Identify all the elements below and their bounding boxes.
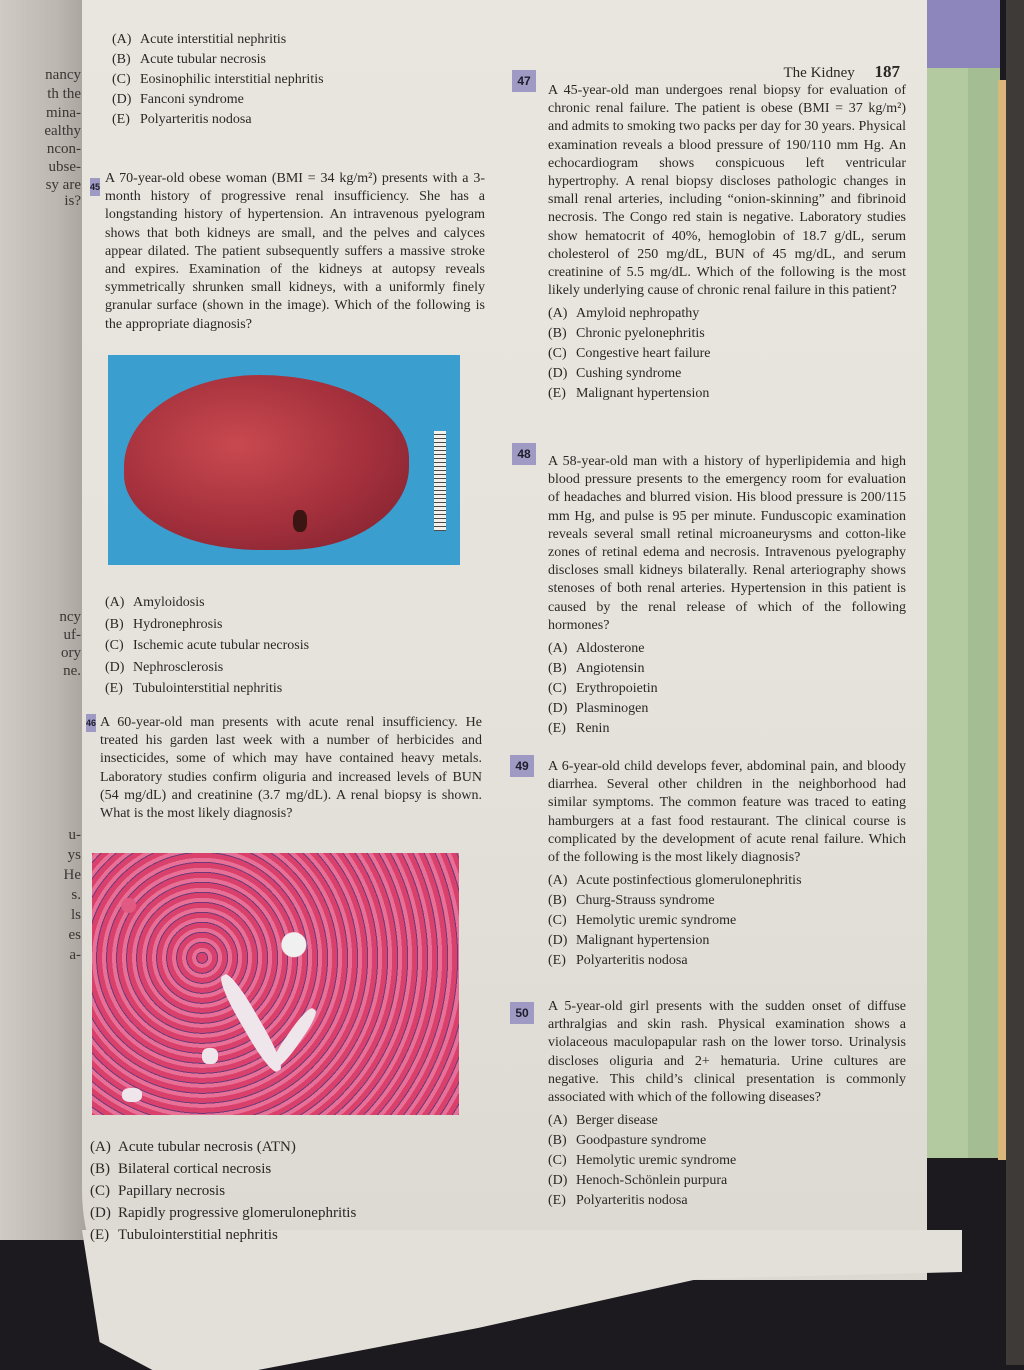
option-d: (D) Nephrosclerosis [105,659,224,675]
chapter-title: The Kidney [783,65,855,81]
question-number-badge: 48 [512,443,536,465]
option-b: (B) Chronic pyelonephritis [548,326,705,342]
option-b: (B) Hydronephrosis [105,616,223,632]
question-50 [548,998,906,1211]
option-c: (C) Eosinophilic interstitial nephritis [112,72,324,87]
left-page-fragment: ory [61,645,81,661]
option-d: (D) Rapidly progressive glomerulonephritis [90,1205,357,1221]
option-a: (A) Aldosterone [548,641,645,657]
option-e: (E) Tubulointerstitial nephritis [105,681,283,696]
left-page-fragment: ys [67,847,81,863]
book-edge-tab-yellow [998,80,1006,1160]
question-number-badge: 50 [510,1002,534,1024]
option-c: (C) Ischemic acute tubular necrosis [105,638,310,653]
running-header [784,62,900,82]
option-b: (B) Acute tubular necrosis [112,52,266,67]
option-e: (E) Polyarteritis nodosa [548,953,688,969]
option-e: (E) Polyarteritis nodosa [112,112,252,127]
tubule-lumen [122,1088,142,1102]
question-stem: A 58-year-old man with a history of hyperlipidemia and high blood pressure presents to the emergency room for evaluation of headaches and blurred vision. His blood pressure is 200/115 mm Hg, and pulse is 95 per minute. Funduscopic examination reveals several small retinal microaneurysms and cotton-like zones of retinal edema and necrosis. Intravenous pyelography discloses small kidneys bilaterally. Renal arteriography shows stenoses of both renal arteries. Hypertension in this patient is caused by the renal release of which of the following hormones? [548,454,906,633]
kidney-specimen [124,375,409,550]
question-44-options [112,26,492,130]
question-stem: A 70-year-old obese woman (BMI = 34 kg/m²) presents with a 3-month history of progressive renal insufficiency. She has a longstanding history of hypertension. An intravenous pyelogram shows that both kidneys are small, and the pelves and calyces appear dilated. The patient subsequently suffers a massive stroke and expires. Examination of the kidneys at autopsy reveals symmetrically shrunken small kidneys, with a uniformly finely granular surface (shown in the image). Which of the following is the appropriate diagnosis? [105,171,485,332]
tubule-lumen [268,1005,320,1070]
left-page-fragment: ne. [63,663,81,679]
left-page-fragment: nancy [45,67,81,83]
option-c: (C) Congestive heart failure [548,346,711,362]
option-e: (E) Renin [548,721,610,737]
question-47 [548,82,906,404]
left-page-fragment: ncy [59,609,81,625]
book-edge-pages [968,68,1000,1158]
option-e: (E) Tubulointerstitial nephritis [90,1227,278,1243]
page-curl [82,1230,962,1370]
question-stem: A 60-year-old man presents with acute renal insufficiency. He treated his garden last week with a number of herbicides and insecticides, some of which may have contained heavy metals. Laboratory studies confirm oliguria and increased levels of BUN (54 mg/dL) and creatinine (3.7 mg/dL). A renal biopsy is shown. What is the most likely diagnosis? [100,715,482,822]
option-b: (B) Angiotensin [548,661,645,677]
question-number-badge: 49 [510,755,534,777]
question-stem: A 6-year-old child develops fever, abdominal pain, and bloody diarrhea. Several other children in the neighborhood had similar symptoms. The common feature was traced to eating hamburgers at a fast food restaurant. The clinical course is complicated by the development of acute renal failure. Which of the following is the most likely diagnosis? [548,759,906,866]
left-page-fragment: u- [68,827,81,843]
left-page-fragment: mina- [46,105,81,121]
scale-ruler [434,431,446,531]
option-e: (E) Malignant hypertension [548,386,710,402]
option-d: (D) Plasminogen [548,701,649,717]
left-page-fragment: a- [69,947,81,963]
question-45-options [105,588,485,700]
gross-kidney-photo [108,355,460,565]
left-page-fragment: ncon- [46,141,81,157]
question-number-badge: 46 [86,714,96,732]
renal-biopsy-histology [92,853,459,1115]
option-c: (C) Hemolytic uremic syndrome [548,913,737,929]
question-45 [105,170,485,334]
option-a: (A) Amyloid nephropathy [548,306,700,322]
option-b: (B) Goodpasture syndrome [548,1133,707,1149]
option-a: (A) Acute interstitial nephritis [112,32,287,47]
option-d: (D) Cushing syndrome [548,366,682,382]
tubule-lumen [202,1048,218,1064]
question-number-badge: 45 [90,178,100,196]
left-page-fragment: ealthy [44,123,81,139]
question-46-options [90,1132,470,1246]
question-48 [548,453,906,739]
option-e: (E) Polyarteritis nodosa [548,1193,688,1209]
question-number-badge: 47 [512,70,536,92]
page-number: 187 [874,62,900,81]
left-page-fragment: s. [71,887,81,903]
option-d: (D) Henoch-Schönlein purpura [548,1173,728,1189]
option-a: (A) Amyloidosis [105,595,205,610]
option-a: (A) Acute postinfectious glomerulonephritis [548,873,802,889]
question-stem: A 5-year-old girl presents with the sudden onset of diffuse arthralgias and skin rash. Physical examination shows a violaceous maculopapular rash on the lower torso. Urinalysis discloses oliguria and 2+ hematuria. Urine cultures are negative. This child’s clinical presentation is commonly associated with which of the following diseases? [548,999,906,1106]
question-49 [548,758,906,971]
option-c: (C) Papillary necrosis [90,1183,226,1199]
option-d: (D) Malignant hypertension [548,933,710,949]
left-page-fragment: He [63,867,81,883]
left-page-fragment: sy are [45,177,81,193]
left-page-fragment: ls [70,907,81,923]
background [1006,0,1024,1365]
left-page-fragment: uf- [63,627,81,643]
left-page-fragment: is? [64,193,81,209]
book-edge-tab-purple [925,0,1000,68]
left-page-fragment: th the [47,86,81,102]
left-page-fragment: es [68,927,81,943]
option-c: (C) Hemolytic uremic syndrome [548,1153,737,1169]
option-d: (D) Fanconi syndrome [112,92,244,107]
option-c: (C) Erythropoietin [548,681,658,697]
option-b: (B) Churg-Strauss syndrome [548,893,715,909]
option-a: (A) Berger disease [548,1113,658,1129]
left-page-fragment: ubse- [48,159,81,175]
left-facing-page [0,0,95,1240]
option-b: (B) Bilateral cortical necrosis [90,1161,272,1177]
kidney-hilum [293,510,307,532]
question-46 [100,714,482,823]
question-stem: A 45-year-old man undergoes renal biopsy for evaluation of chronic renal failure. The patient is obese (BMI = 37 kg/m²) and admits to smoking two packs per day for 30 years. Physical examination reveals a blood pressure of 190/110 mm Hg. An echocardiogram shows conspicuous left ventricular hypertrophy. A renal biopsy discloses pathologic changes in small renal arteries, including “onion-skinning” and fibrinoid necrosis. The Congo red stain is negative. Laboratory studies show hematocrit of 40%, hemoglobin of 18.7 g/dL, serum cholesterol of 250 mg/dL, BUN of 45 mg/dL, and serum creatinine of 5.5 mg/dL. Which of the following is the most likely underlying cause of chronic renal failure in this patient? [548,83,906,299]
option-a: (A) Acute tubular necrosis (ATN) [90,1139,296,1155]
